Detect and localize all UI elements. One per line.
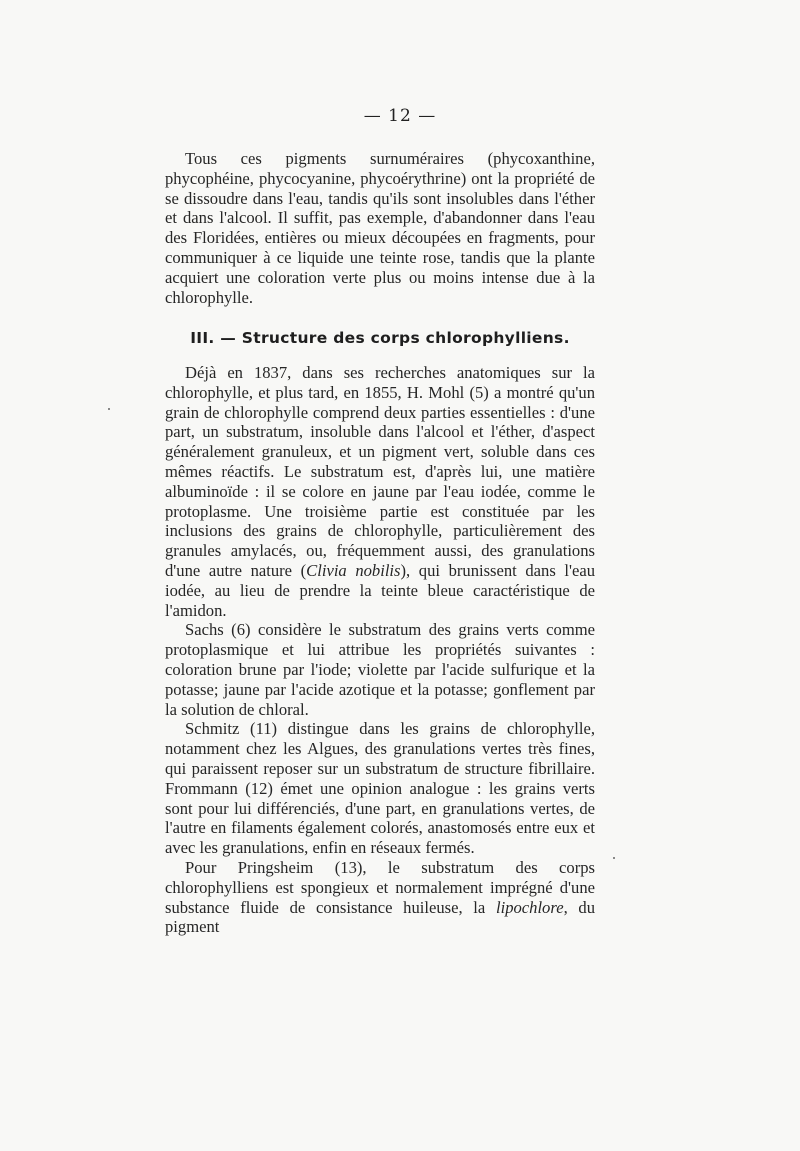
paragraph-mohl-part-2: ), qui brunissent dans l'eau iodée, au lieu de prendre la teinte bleue caractéristique de l'amidon. bbox=[165, 560, 596, 620]
species-name-italic: Clivia nobilis bbox=[306, 560, 401, 580]
paragraph-mohl-part-1: Déjà en 1837, dans ses recherches anatomiques sur la chlorophylle, et plus tard, en 1855, H. Mohl (5) a montré qu'un grain de chlorophylle comprend deux parties essentielles : d'une part, un substratum, insoluble dans l'alcool et l'éther, d'aspect généralement granuleux, et un pigment vert, soluble dans ces mêmes réactifs. Le substratum est, d'après lui, une matière albuminoïde : il se colore en jaune par l'eau iodée, comme le protoplasme. Une troisième partie est constituée par les inclusions des grains de chlorophylle, particulièrement des granules amylacés, ou, fréquemment aussi, des granulations d'une autre nature ( bbox=[165, 363, 595, 580]
intro-paragraph: Tous ces pigments surnuméraires (phycoxanthine, phycophéine, phycocyanine, phycoérythrine) ont la propriété de se dissoudre dans l'eau, tandis qu'ils sont insolubles dans l'éther et dans l'alcool. Il suffit, pas exemple, d'abandonner dans l'eau des Floridées, entières ou mieux découpées en fragments, pour communiquer à ce liquide une teinte rose, tandis que la plante acquiert une coloration verte plus ou moins intense due à la chlorophylle. bbox=[165, 149, 595, 307]
paper-speck bbox=[613, 857, 615, 859]
paragraph-schmitz: Schmitz (11) distingue dans les grains de chlorophylle, notamment chez les Algues, des granulations vertes très fines, qui paraissent reposer sur un substratum de structure fibrillaire. Frommann (12) émet une opinion analogue : les grains verts sont pour lui différenciés, d'une part, en granulations vertes, de l'autre en filaments également colorés, anastomosés entre eux et avec les granulations, enfin en réseaux fermés. bbox=[165, 719, 595, 858]
intro-text-block bbox=[165, 149, 595, 307]
section-heading: III. — Structure des corps chlorophylliens. bbox=[190, 329, 570, 347]
paragraph-mohl bbox=[165, 363, 595, 620]
paragraph-pringsheim bbox=[165, 858, 595, 937]
paragraph-sachs: Sachs (6) considère le substratum des grains verts comme protoplasmique et lui attribue les propriétés suivantes : coloration brune par l'iode; violette par l'acide sulfurique et la potasse; jaune par l'acide azotique et la potasse; gonflement par la solution de chloral. bbox=[165, 620, 595, 719]
page-number: — 12 — bbox=[363, 106, 437, 126]
paragraph-pringsheim-part-2: , du pigment bbox=[165, 897, 595, 937]
paragraph-pringsheim-part-1: Pour Pringsheim (13), le substratum des corps chlorophylliens est spongieux et normalement imprégné d'une substance fluide de consistance huileuse, la bbox=[165, 857, 595, 917]
paper-speck bbox=[108, 408, 110, 410]
term-italic: lipochlore bbox=[495, 897, 564, 917]
section-body bbox=[165, 363, 595, 937]
